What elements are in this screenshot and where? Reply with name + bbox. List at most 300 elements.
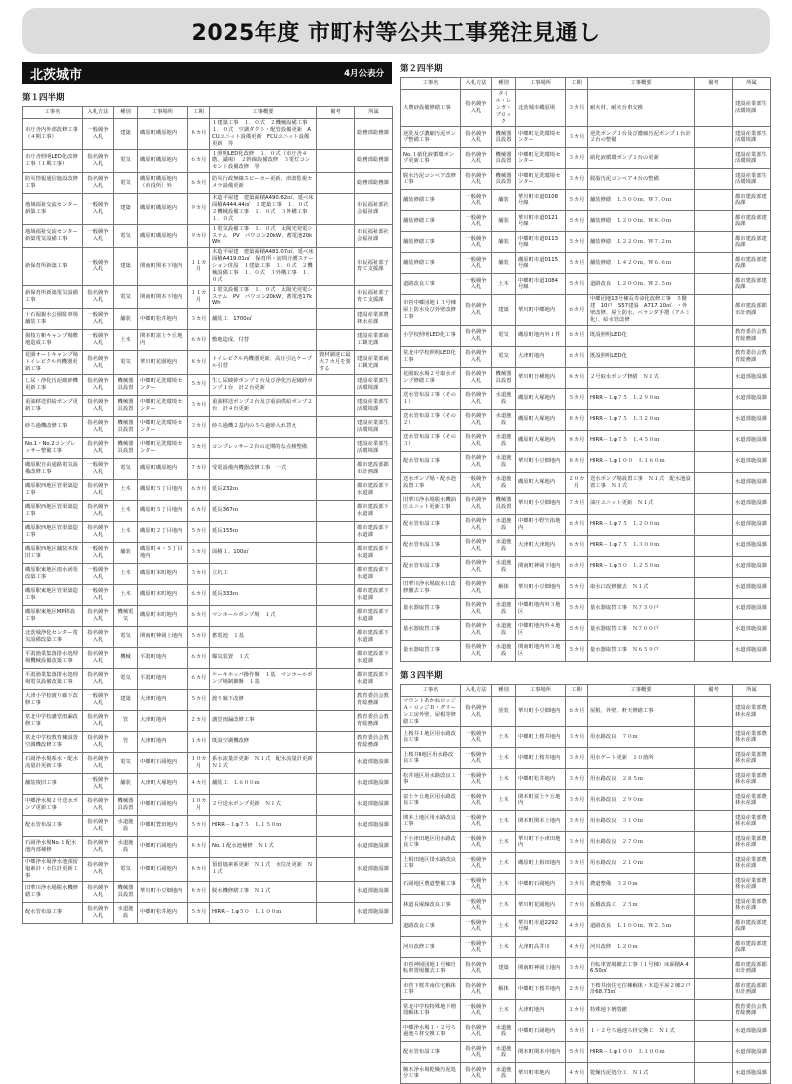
table-cell: 指名競争入札 bbox=[461, 979, 492, 1000]
table-cell bbox=[317, 857, 355, 881]
table-cell: 都市建設部建設課 bbox=[733, 232, 771, 253]
table-cell: 資材調達に最大７カ月を要する bbox=[317, 351, 355, 375]
table-cell: 油圧ユニット更新 Ｎ１式 bbox=[588, 493, 695, 514]
table-cell: 教育委員会教育総務課 bbox=[355, 689, 393, 710]
table-cell: 建築 bbox=[114, 194, 138, 225]
table-row bbox=[401, 577, 771, 598]
table-cell: 土木 bbox=[114, 500, 138, 521]
table-cell: ３カ月 bbox=[188, 416, 210, 437]
table-cell: 華川町小豆畑地内 bbox=[138, 881, 188, 902]
column-header: 工事概要 bbox=[588, 684, 695, 696]
table-cell: 一般競争入札 bbox=[83, 330, 114, 351]
table-cell: No.１配水池補修 Ｎ１式 bbox=[210, 836, 317, 857]
table-cell: 屋根、外壁、軒天修繕工事 bbox=[588, 696, 695, 727]
table-cell: 土木 bbox=[492, 1000, 516, 1021]
table-cell: 地域福祉交流センター新築工事 bbox=[23, 194, 83, 225]
table-cell: 建設産業部農林水産課 bbox=[733, 748, 771, 769]
table-cell: 農道整備 ３２０ｍ bbox=[588, 874, 695, 895]
table-cell: 都市建設部下水道課 bbox=[355, 626, 393, 647]
table-cell: 舗装 bbox=[114, 773, 138, 794]
table-cell: 都市建設部下水道課 bbox=[355, 542, 393, 563]
table-cell: 量水器取替工事 bbox=[401, 640, 461, 661]
table-cell: 指名競争入札 bbox=[83, 149, 114, 173]
table-cell: 一般競争入札 bbox=[461, 769, 492, 790]
table-cell: ６カ月 bbox=[188, 149, 210, 173]
table-cell: 解体 bbox=[492, 577, 516, 598]
table-cell: 水道部施設課 bbox=[733, 514, 771, 535]
table-cell: ６カ月 bbox=[188, 584, 210, 605]
table-cell: 磯原町地内外１件 bbox=[516, 325, 566, 346]
table-cell: ３カ月 bbox=[566, 727, 588, 748]
table-cell: ３カ月 bbox=[566, 90, 588, 127]
table-cell: 大津町大塚地内 bbox=[138, 773, 188, 794]
table-cell: 土木 bbox=[492, 832, 516, 853]
table-cell: 指名競争入札 bbox=[461, 148, 492, 169]
table-cell: 教育委員会教育総務課 bbox=[733, 346, 771, 367]
table-cell: 脱水汚泥コンベア改修工事 bbox=[401, 169, 461, 190]
table-cell: 水道部施設課 bbox=[733, 388, 771, 409]
table-cell: 関本町関本中地内 bbox=[516, 1042, 566, 1063]
table-cell: 新保育所新築工事 bbox=[23, 248, 83, 285]
table-cell: HIRR－Ｌφ１００ Ｌ１６０ｍ bbox=[588, 451, 695, 472]
table-cell: 指名競争入札 bbox=[83, 731, 114, 752]
table-cell: 水道施設 bbox=[492, 556, 516, 577]
table-cell bbox=[317, 479, 355, 500]
table-cell: 用水路改良 ３１０ｍ bbox=[588, 811, 695, 832]
table-cell: 土木 bbox=[114, 563, 138, 584]
table-cell: 水道部施設課 bbox=[355, 794, 393, 815]
table-cell: ５カ月 bbox=[566, 619, 588, 640]
table-cell: 建設産業部生活環境課 bbox=[733, 148, 771, 169]
table-cell: 水道施設 bbox=[492, 619, 516, 640]
table-cell: ３カ月 bbox=[566, 832, 588, 853]
table-cell: 都市建設部下水道課 bbox=[355, 521, 393, 542]
table-cell: １０カ月 bbox=[188, 752, 210, 773]
table-cell: １電気設備工事 １．０式 太陽光発電システム PV パワコン20kW、蓄電池17kWh bbox=[210, 285, 317, 309]
table-cell: 重油移送供給ポンプ更新工事 bbox=[23, 395, 83, 416]
table-cell: 配水管布設工事 bbox=[401, 556, 461, 577]
table-cell: 教育委員会教育総務課 bbox=[355, 710, 393, 731]
table-cell: 河川改修 Ｌ２０ｍ bbox=[588, 937, 695, 958]
table-cell: 中郷町上桜井地内 bbox=[516, 727, 566, 748]
table-cell: 水道部施設課 bbox=[355, 815, 393, 836]
table-cell bbox=[317, 309, 355, 330]
table-cell: 関本町富士ケ丘地内 bbox=[516, 790, 566, 811]
table-row bbox=[23, 309, 393, 330]
table-cell: 防災行政無線スピーカー更新、津波監視カメラ設備更新 bbox=[210, 173, 317, 194]
table-cell: 立坑工 bbox=[210, 563, 317, 584]
table-cell: ３カ月 bbox=[188, 437, 210, 458]
table-cell: 機械電気 bbox=[114, 605, 138, 626]
table-cell: HIRR－Ｌφ７５ Ｌ２９０ｍ bbox=[588, 388, 695, 409]
table-cell: 水道施設 bbox=[114, 902, 138, 923]
table-cell: ６カ月 bbox=[188, 647, 210, 668]
table-cell: マウントあかねロッジＡ・ロッジＢ・グリーン工房外壁、屋根等修繕工事 bbox=[401, 696, 461, 727]
table-cell: 地域福祉交流センター新築電気設備工事 bbox=[23, 224, 83, 248]
table-cell: ６カ月 bbox=[188, 668, 210, 689]
table-cell bbox=[695, 748, 733, 769]
table-cell: 中郷町市道1084号線 bbox=[516, 274, 566, 295]
table-cell: 建設産業部農林水産課 bbox=[733, 832, 771, 853]
table-row bbox=[23, 710, 393, 731]
table-cell: 逆洗及び濃縮汚泥ポンプ整備工事 bbox=[401, 127, 461, 148]
table-cell: 総務部総務課 bbox=[355, 173, 393, 194]
table-cell: 都市建設部下水道課 bbox=[355, 668, 393, 689]
table-cell: 土木 bbox=[114, 330, 138, 351]
table-cell: 磯原町５丁目地内 bbox=[138, 479, 188, 500]
table-cell: 総務部総務課 bbox=[355, 119, 393, 150]
table-cell: 磯原町５丁目地内 bbox=[138, 500, 188, 521]
table-cell: 延長155ｍ bbox=[210, 521, 317, 542]
table-row bbox=[23, 584, 393, 605]
table-cell: 量水器取替工事 Ｎ６５９戸 bbox=[588, 640, 695, 661]
table-cell: 建築 bbox=[492, 958, 516, 979]
table-cell: 一般競争入札 bbox=[461, 748, 492, 769]
table-cell bbox=[695, 769, 733, 790]
table-row bbox=[401, 253, 771, 274]
table-cell: 指名競争入札 bbox=[461, 1042, 492, 1063]
table-cell: 機械器具設置 bbox=[114, 881, 138, 902]
table-cell: ６カ月 bbox=[566, 696, 588, 727]
table-cell bbox=[695, 727, 733, 748]
table-cell bbox=[695, 148, 733, 169]
table-cell: 磯原駅東地区雨水函渠改築工事 bbox=[23, 563, 83, 584]
table-cell: 建築 bbox=[492, 295, 516, 326]
table-row bbox=[23, 224, 393, 248]
table-cell: 水道施設 bbox=[114, 815, 138, 836]
table-cell: 関本町関本上地内 bbox=[516, 811, 566, 832]
table-cell bbox=[695, 493, 733, 514]
table-cell: ５カ月 bbox=[188, 689, 210, 710]
table-cell: 一般競争入札 bbox=[83, 773, 114, 794]
table-cell: 受電設備内機器改修工事 一式 bbox=[210, 458, 317, 479]
table-cell: 舗装工 Ｌ６００ｍ bbox=[210, 773, 317, 794]
table-cell: 林道長塚線改良工事 bbox=[401, 895, 461, 916]
table-cell: 中郷町小野矢指地内 bbox=[516, 514, 566, 535]
table-row bbox=[401, 853, 771, 874]
table-cell: 平潟町地内 bbox=[138, 647, 188, 668]
table-cell: ６カ月 bbox=[566, 514, 588, 535]
table-cell bbox=[695, 619, 733, 640]
table-cell: ６カ月 bbox=[566, 535, 588, 556]
table-cell: 送水管布設工事（その３） bbox=[401, 430, 461, 451]
table-row bbox=[23, 731, 393, 752]
table-cell bbox=[695, 211, 733, 232]
table-cell: 特殊地下増殻撤 bbox=[588, 1000, 695, 1021]
table-cell: 建設産業部農林水産課 bbox=[733, 874, 771, 895]
table-cell: 指名競争入札 bbox=[83, 605, 114, 626]
table-cell: 都市建設部下水道課 bbox=[355, 647, 393, 668]
table-cell: 配水管布設工事 bbox=[23, 815, 83, 836]
table-cell: 水道施設 bbox=[492, 535, 516, 556]
column-header: 入札方法 bbox=[461, 78, 492, 90]
table-cell: 大津町地内 bbox=[516, 1000, 566, 1021]
table-row bbox=[401, 169, 771, 190]
table-cell bbox=[695, 696, 733, 727]
table-cell: 用水路改良 ２８５ｍ bbox=[588, 769, 695, 790]
table-cell: 預留塩素系更新 Ｎ１式 水位計更新 Ｎ１式 bbox=[210, 857, 317, 881]
table-cell: 道路改良 Ｌ２００ｍ、Ｗ２.５ｍ bbox=[588, 274, 695, 295]
table-cell: 関南町関本下地内 bbox=[138, 248, 188, 285]
table-cell: 華川町市道0108号線 bbox=[516, 190, 566, 211]
table-cell: 磯原町大塚地内 bbox=[516, 388, 566, 409]
table-cell: 指名競争入札 bbox=[83, 521, 114, 542]
table-row bbox=[23, 902, 393, 923]
table-cell: HIRR－Ｌφ７５ Ｌ３２０ｍ bbox=[588, 409, 695, 430]
table-row bbox=[401, 514, 771, 535]
table-cell: 指名競争入札 bbox=[83, 710, 114, 731]
column-header: 工事概要 bbox=[588, 78, 695, 90]
table-cell: 磯原町本町地内 bbox=[138, 605, 188, 626]
table-cell bbox=[695, 790, 733, 811]
table-cell: 関南町神岡上地内 bbox=[516, 958, 566, 979]
table-cell: 指名競争入札 bbox=[83, 881, 114, 902]
table-cell: ４カ月 bbox=[188, 773, 210, 794]
table-row bbox=[23, 605, 393, 626]
table-row bbox=[401, 874, 771, 895]
table-cell: 配水管布設工事 bbox=[401, 451, 461, 472]
table-cell bbox=[695, 832, 733, 853]
table-cell: 延長232ｍ bbox=[210, 479, 317, 500]
city-header bbox=[22, 62, 392, 84]
table-cell bbox=[695, 811, 733, 832]
table-cell: 磯原町磯原地内 bbox=[138, 224, 188, 248]
table-cell: 下桜井南住宅住棟解体・木造平屋２棟２戸計68.73㎡ bbox=[588, 979, 695, 1000]
table-cell: HIRR－Ｌφ７５ Ｌ１５０ｍ bbox=[210, 815, 317, 836]
table-cell: 水道施設 bbox=[492, 598, 516, 619]
table-cell: ８カ月 bbox=[566, 367, 588, 388]
column-header: 所属 bbox=[355, 107, 393, 119]
column-header: 種別 bbox=[492, 78, 516, 90]
table-cell: ５カ月 bbox=[566, 190, 588, 211]
table-cell: 水道施設 bbox=[492, 451, 516, 472]
table-cell bbox=[695, 430, 733, 451]
table-cell: 磯原町市道0115号線 bbox=[516, 253, 566, 274]
table-cell: １・２号ろ過池ろ材交換工 Ｎ１式 bbox=[588, 1021, 695, 1042]
table-cell bbox=[695, 190, 733, 211]
table-cell bbox=[695, 979, 733, 1000]
table-cell: 舗装修繕工事 bbox=[401, 253, 461, 274]
table-cell: 既設照明LED化 bbox=[588, 346, 695, 367]
table-cell: 指名競争入札 bbox=[461, 325, 492, 346]
table-cell: 市庁舎照明LED化改修工事（１期工事） bbox=[23, 149, 83, 173]
table-cell: ３カ月 bbox=[566, 790, 588, 811]
table-cell: ５カ月 bbox=[566, 253, 588, 274]
table-cell: 系水流量計更新 Ｎ１式 配水流量計更新 Ｎ１式 bbox=[210, 752, 317, 773]
table-row bbox=[401, 811, 771, 832]
table-cell: 舗装 bbox=[114, 542, 138, 563]
table-row bbox=[401, 556, 771, 577]
table-cell: 水道部施設課 bbox=[355, 836, 393, 857]
table-cell: ３カ月 bbox=[566, 127, 588, 148]
table-cell: ５カ月 bbox=[566, 211, 588, 232]
table-cell: 指名競争入札 bbox=[83, 647, 114, 668]
table-cell bbox=[695, 895, 733, 916]
table-row bbox=[401, 598, 771, 619]
table-cell: 建設産業部生活環境課 bbox=[355, 437, 393, 458]
table-cell: 電気 bbox=[114, 351, 138, 375]
table-cell: 指名競争入札 bbox=[461, 493, 492, 514]
table-cell: 中郷町足洗環境センター bbox=[516, 148, 566, 169]
table-cell: 指名競争入札 bbox=[461, 514, 492, 535]
table-cell bbox=[695, 853, 733, 874]
table-cell: 建設産業部商工観光課 bbox=[355, 330, 393, 351]
table-cell: 指名競争入札 bbox=[461, 1021, 492, 1042]
table-cell: 用水路改良 ７０ｍ bbox=[588, 727, 695, 748]
table-cell: 木造平屋建 建築面積A481.07㎡、延べ床面積A419.01㎡ 保育所・訪問介護ステーション併設 １建築工事 １．０式 ２機械設備工事 １．０式 ３外構工事 １．０式 bbox=[210, 248, 317, 285]
table-cell: 旧華川浄水場取水口改修撤去工事 bbox=[401, 577, 461, 598]
table-cell: 水道部施設課 bbox=[733, 451, 771, 472]
column-header: 所属 bbox=[733, 78, 771, 90]
table-cell: ５カ月 bbox=[566, 640, 588, 661]
table-cell: ３カ月 bbox=[566, 958, 588, 979]
table-cell: 電気 bbox=[114, 626, 138, 647]
table-cell: 揚枝方斬キャンプ場敷地造成工事 bbox=[23, 330, 83, 351]
table-cell: 市営神岡団地１号棟自転車置場撤去工事 bbox=[401, 958, 461, 979]
table-cell: 配水管布設工事 bbox=[401, 514, 461, 535]
table-cell: 送水ポンプ場設置工事 Ｎ１式 配水池設置工事 Ｎ１式 bbox=[588, 472, 695, 493]
table-cell: ２カ月 bbox=[566, 979, 588, 1000]
table-cell bbox=[317, 149, 355, 173]
table-cell: 一般競争入札 bbox=[461, 853, 492, 874]
table-row bbox=[401, 409, 771, 430]
table-row bbox=[401, 535, 771, 556]
table-cell: ２カ月 bbox=[188, 710, 210, 731]
table-cell bbox=[695, 388, 733, 409]
table-cell: 土木 bbox=[114, 479, 138, 500]
table-row bbox=[401, 127, 771, 148]
table-cell: ８カ月 bbox=[566, 451, 588, 472]
table-cell: 生し尿破砕ポンプ１台及び浄化汚泥破砕ポンプ１台 計２台更新 bbox=[210, 374, 317, 395]
table-cell: 土木 bbox=[492, 874, 516, 895]
table-cell: 北茨城市磯原場 bbox=[516, 90, 566, 127]
table-cell bbox=[317, 563, 355, 584]
table-row bbox=[401, 640, 771, 661]
table-cell: 中郷町足洗環境センター bbox=[516, 127, 566, 148]
table-cell: ２０カ月 bbox=[566, 472, 588, 493]
table-row bbox=[401, 832, 771, 853]
table-cell: ３カ月 bbox=[566, 853, 588, 874]
table-row bbox=[23, 647, 393, 668]
table-cell: 中郷浄水場１・２号ろ過池ろ材交換工事 bbox=[401, 1021, 461, 1042]
table-cell: １照明LED化改修 １．０式（市庁舎４階、議場） ２幹線設備改修 ３電灯コンセント設備改修 等 bbox=[210, 149, 317, 173]
table-cell: 中郷町石岡地内 bbox=[138, 836, 188, 857]
table-cell: 石岡地区農道整備工事 bbox=[401, 874, 461, 895]
table-cell: 木造平屋建 建築面積A490.62㎡、延べ床面積A444.44㎡ １建築工事 １．０式 ２機械設備工事 １．０式 ３外構工事 １．０式 bbox=[210, 194, 317, 225]
table-cell: 旧華川浄水場脱水機油圧ユニット更新工事 bbox=[401, 493, 461, 514]
table-cell: HIRR－Ｌφ５０ Ｌ２５０ｍ bbox=[588, 556, 695, 577]
table-row bbox=[401, 430, 771, 451]
table-cell: 土木 bbox=[492, 916, 516, 937]
table-cell: 建設産業部生活環境課 bbox=[355, 374, 393, 395]
table-cell: 石岡浄水場No.１配水池内部補修 bbox=[23, 836, 83, 857]
table-row bbox=[401, 916, 771, 937]
table-cell: 防災情報通信施設改修工事 bbox=[23, 173, 83, 194]
table-cell: 市営下桜井南住宅解体工事 bbox=[401, 979, 461, 1000]
table-cell: タイル・レンガ・ブロック bbox=[492, 90, 516, 127]
table-row bbox=[401, 619, 771, 640]
left-column bbox=[22, 62, 392, 1018]
table-cell: 舗装修繕 Ｌ２００ｍ、Ｗ８.０ｍ bbox=[588, 211, 695, 232]
table-cell: 都市建設部都市計画課 bbox=[733, 295, 771, 326]
table-row bbox=[23, 689, 393, 710]
column-header: 種別 bbox=[114, 107, 138, 119]
table-cell: No.1・No.2コンプレッサー整備工事 bbox=[23, 437, 83, 458]
table-cell: 富士ケ丘地区用水路改良工事 bbox=[401, 790, 461, 811]
table-cell: 中郷町松井地内 bbox=[138, 309, 188, 330]
table-cell bbox=[317, 902, 355, 923]
table-row bbox=[401, 1063, 771, 1084]
table-row bbox=[401, 211, 771, 232]
column-header: 備考 bbox=[695, 78, 733, 90]
table-cell: 水道施設 bbox=[492, 430, 516, 451]
table-cell: ８カ月 bbox=[188, 836, 210, 857]
table-cell: ６カ月 bbox=[188, 605, 210, 626]
table-cell: 水道施設 bbox=[492, 640, 516, 661]
table-cell: HIRR－Ｌφ７５ Ｌ２００ｍ bbox=[588, 514, 695, 535]
table-cell: 平潟町地内 bbox=[138, 668, 188, 689]
column-header: 種別 bbox=[492, 684, 516, 696]
table-cell: ケーキホッパ操作盤 １基 マンホールポンプ場制御盤 １基 bbox=[210, 668, 317, 689]
table-row bbox=[23, 479, 393, 500]
table-cell: 市民福祉部子育て支援課 bbox=[355, 248, 393, 285]
column-header: 所属 bbox=[733, 684, 771, 696]
table-cell: 一般競争入札 bbox=[461, 211, 492, 232]
table-cell: 建設産業部生活環境課 bbox=[733, 90, 771, 127]
table-cell: 指名競争入札 bbox=[461, 619, 492, 640]
table-cell: 水道部施設課 bbox=[733, 535, 771, 556]
table-cell: 舗装 bbox=[492, 232, 516, 253]
table-cell: マンホールポンプ場 １式 bbox=[210, 605, 317, 626]
table-cell: 十石堀親水公園駐車場舗装工事 bbox=[23, 309, 83, 330]
table-cell: 水道部施設課 bbox=[733, 1063, 771, 1084]
table-cell: 常北中学校特殊地下増殻解体工事 bbox=[401, 1000, 461, 1021]
table-cell: 舗装 bbox=[492, 253, 516, 274]
table-cell bbox=[695, 1000, 733, 1021]
table-cell: ５カ月 bbox=[566, 388, 588, 409]
table-cell bbox=[695, 169, 733, 190]
table-cell: 華川町日種地内 bbox=[516, 367, 566, 388]
table-cell: 水道部施設課 bbox=[355, 752, 393, 773]
table-row bbox=[401, 346, 771, 367]
table-cell: 量水器取替工事 bbox=[401, 598, 461, 619]
table-cell: ６カ月 bbox=[188, 330, 210, 351]
table-cell: ５カ月 bbox=[566, 1042, 588, 1063]
table-cell: 機械器具設置 bbox=[114, 416, 138, 437]
table-cell: ７カ月 bbox=[566, 895, 588, 916]
table-cell: 自転車置場撤去工事（１号棟）床面積A 46.50㎡ bbox=[588, 958, 695, 979]
table-row bbox=[401, 769, 771, 790]
table-cell: 講堂雨漏改修工事 bbox=[210, 710, 317, 731]
table-cell: ５カ月 bbox=[566, 577, 588, 598]
table-row bbox=[401, 388, 771, 409]
table-cell: 水道部施設課 bbox=[355, 881, 393, 902]
table-cell: 延長333ｍ bbox=[210, 584, 317, 605]
table-cell bbox=[695, 1042, 733, 1063]
table-cell: 一般競争入札 bbox=[83, 563, 114, 584]
table-cell: 土木 bbox=[492, 790, 516, 811]
table-cell: HIRR－Ｌφ５０ Ｌ１００ｍ bbox=[210, 902, 317, 923]
table-cell: 花園取水場２号取水ポンプ修繕工事 bbox=[401, 367, 461, 388]
table-cell: 都市建設部建設課 bbox=[733, 190, 771, 211]
table-cell: 用水路改良 ２１０ｍ bbox=[588, 853, 695, 874]
table-cell: １電気設備工事 １．０式 太陽光発電システム PV パワコン20kW、蓄電池20kWh bbox=[210, 224, 317, 248]
table-cell: 都市建設部都市計画課 bbox=[733, 979, 771, 1000]
table-cell: ５カ月 bbox=[188, 374, 210, 395]
column-header: 工事名 bbox=[401, 78, 461, 90]
table-cell: 建設産業部生活環境課 bbox=[733, 169, 771, 190]
table-cell: 脱脂汚泥コンベア４台の整備 bbox=[588, 169, 695, 190]
